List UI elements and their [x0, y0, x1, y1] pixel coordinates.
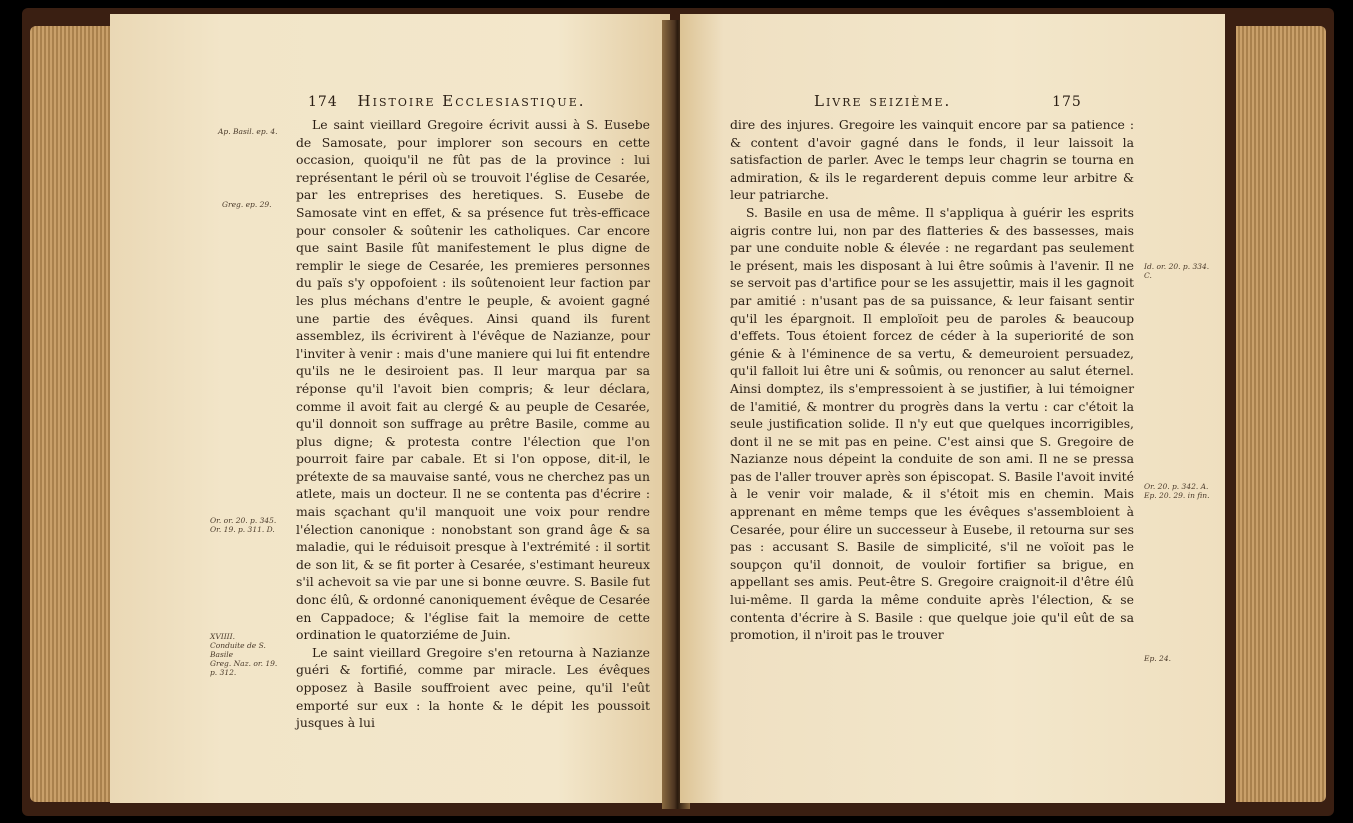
- paragraph: S. Basile en usa de même. Il s'appliqua à guérir les esprits aigris contre lui, non par des flatteries & des bassesses, mais par une conduite noble & élevée : ne regardant pas seulement le présent, mais les disposant à lui être soûmis à l'avenir. Il ne se servoit pas d'artifice pour se les assujettir, mais il les gagnoit par amitié : n'usant pas de sa puissance, & leur faisant sentir qu'il les épargnoit. Il emploïoit peu de paroles & beaucoup d'effets. Tous étoient forcez de céder à la superiorité de son génie & à l'éminence de sa vertu, & demeuroient persuadez, qu'il falloit lui être uni & soûmis, ou renoncer au salut éternel. Ainsi domptez, ils s'empressoient à se justifier, à lui témoigner de l'amitié, & montrer du progrès dans la vertu : car c'étoit la seule justification solide. Il n'y eut que quelques incorrigibles, dont il ne se mit pas en peine. C'est ainsi que S. Gregoire de Nazianze nous dépeint la conduite de son ami. Il ne se pressa pas de l'aller trouver après son épiscopat. S. Basile l'avoit invité à le venir voir malade, & il s'étoit mis en chemin. Mais apprenant en même temps que les évêques s'assembloient à Cesarée, pour élire un successeur à Eusebe, il retourna sur ses pas : accusant S. Basile de simplicité, s'il ne voïoit pas le soupçon qu'il donnoit, de vouloir fortifier sa brigue, en appellant ses amis. Peut-être S. Gregoire craignoit-il d'être élû lui-même. Il garda la même conduite après l'élection, & se contenta d'écrire à S. Basile : que quelque joie qu'il eût de sa promotion, il n'iroit pas le trouver: [730, 204, 1134, 643]
- side-note: Greg. ep. 29.: [222, 200, 272, 209]
- right-page-body: [730, 116, 1134, 644]
- left-page: [110, 14, 670, 803]
- side-note: Ep. 24.: [1144, 654, 1171, 663]
- side-note: Ap. Basil. ep. 4.: [218, 127, 278, 136]
- side-note: Or. 20. p. 342. A. Ep. 20. 29. in fin.: [1144, 482, 1210, 500]
- side-note: Id. or. 20. p. 334. C.: [1144, 262, 1210, 280]
- right-page-header: [814, 92, 1082, 110]
- right-running-title: Livre seizième.: [814, 92, 952, 110]
- paragraph: dire des injures. Gregoire les vainquit encore par sa patience : & content d'avoir gagné dans le fonds, il leur laissoit la satisfaction de parler. Avec le temps leur chagrin se tourna en admiration, & ils le regarderent depuis comme leur arbitre & leur patriarche.: [730, 117, 1134, 203]
- left-page-number: 174: [308, 94, 338, 110]
- left-running-title: Histoire Ecclesiastique.: [357, 92, 586, 110]
- right-page: [680, 14, 1225, 803]
- right-page-number: 175: [1052, 94, 1082, 110]
- paragraph: Le saint vieillard Gregoire s'en retourna à Nazianze guéri & fortifié, comme par miracle. Les évêques opposez à Basile souffroient avec peine, qu'il l'eût emporté sur eux : la honte & le dépit les poussoit jusques à lui: [296, 644, 650, 731]
- side-note: XVIIII. Conduite de S. Basile Greg. Naz. or. 19. p. 312.: [210, 632, 278, 677]
- paragraph: Le saint vieillard Gregoire écrivit aussi à S. Eusebe de Samosate, pour implorer son secours en cette occasion, quoiqu'il ne fût pas de la province : lui représentant le péril où se trouvoit l'église de Cesarée, par les entreprises des heretiques. S. Eusebe de Samosate vint en effet, & sa présence fut très-efficace pour consoler & soûtenir les catholiques. Car encore que saint Basile fût manifestement le plus digne de remplir le siege de Cesarée, les premieres personnes du païs s'y oppofoient : ils soûtenoient leur faction par les plus méchans d'entre le peuple, & avoient gagné une partie des évêques. Ainsi quand ils furent assemblez, ils écrivirent à l'évêque de Nazianze, pour l'inviter à venir : mais d'une maniere qui lui fit entendre qu'ils ne le desiroient pas. Il leur marqua par sa réponse qu'il l'avoit bien compris; & leur déclara, comme il avoit fait au clergé & au peuple de Cesarée, qu'il donnoit son suffrage au prêtre Basile, comme au plus digne; & protesta contre l'élection que l'on pourroit faire par cabale. Et si l'on oppose, dit-il, le prétexte de sa mauvaise santé, vous ne cherchez pas un atlete, mais un docteur. Il ne se contenta pas d'écrire : mais sçachant qu'il manquoit une voix pour rendre l'élection canonique : nonobstant son grand âge & sa maladie, qui le réduisoit presque à l'extrémité : il sortit de son lit, & se fit porter à Cesarée, s'estimant heureux s'il achevoit sa vie par une si bonne œuvre. S. Basile fut donc élû, & ordonné canoniquement évêque de Cesarée en Cappadoce; & l'église fait la memoire de cette ordination le quatorziéme de Juin.: [296, 117, 650, 643]
- side-note: Or. or. 20. p. 345. Or. 19. p. 311. D.: [210, 516, 277, 534]
- left-page-body: [296, 116, 650, 732]
- left-page-header: [308, 92, 586, 110]
- page-edges-right: [1236, 26, 1326, 802]
